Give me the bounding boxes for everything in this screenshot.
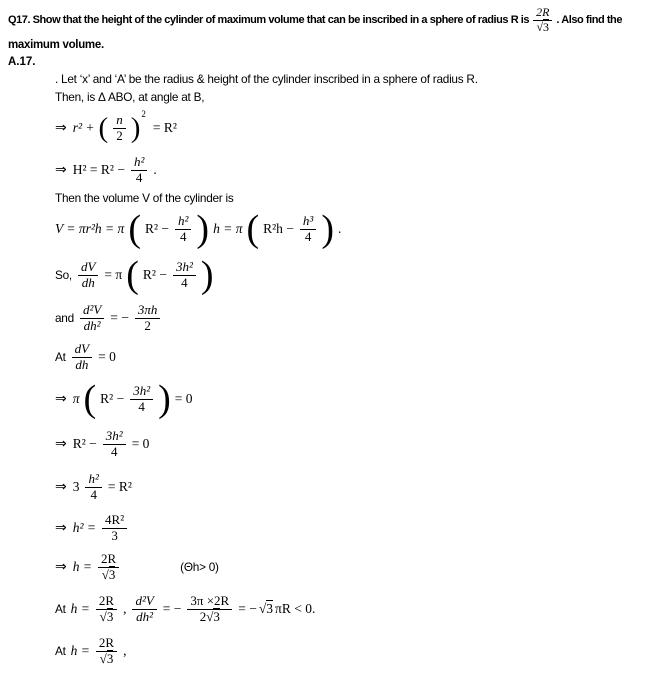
right-paren: ) bbox=[130, 111, 141, 144]
eq-pythagoras bbox=[55, 106, 640, 150]
eq-height-final bbox=[55, 632, 640, 670]
fraction-denominator: 2√3 bbox=[199, 608, 220, 624]
fraction-numerator: 2R bbox=[533, 6, 552, 21]
question-title bbox=[8, 4, 640, 36]
implies-icon: ⇒ bbox=[55, 436, 66, 452]
sqrt-expression: √3 bbox=[536, 19, 550, 34]
sqrt-sign: √ bbox=[206, 608, 214, 624]
text-label: At bbox=[55, 602, 66, 616]
implies-icon: ⇒ bbox=[55, 162, 66, 178]
sqrt-sign: √ bbox=[101, 566, 109, 582]
left-paren: ( bbox=[128, 207, 141, 250]
eq-solve-step4 bbox=[55, 508, 640, 548]
eq-critical-point bbox=[55, 338, 640, 376]
math-fraction: $\frac{\text{3h²}}{4}$ bbox=[130, 384, 153, 415]
fraction-denominator bbox=[98, 568, 119, 583]
sqrt-expression: √3 bbox=[258, 601, 274, 616]
math-fraction: $\frac{2R}{√3}$ bbox=[96, 594, 117, 625]
fraction-denominator bbox=[533, 21, 552, 35]
math-token: R² − bbox=[72, 436, 97, 451]
right-paren: ) bbox=[321, 207, 334, 250]
math-fraction: $\frac{\text{h²}}{4}$ bbox=[131, 155, 147, 186]
math-token: R² − bbox=[142, 267, 167, 282]
right-paren: ) bbox=[200, 253, 214, 296]
left-paren: ( bbox=[98, 111, 109, 144]
math-token: R² − bbox=[144, 221, 170, 236]
left-paren: ( bbox=[246, 207, 260, 250]
math-token: h = bbox=[72, 559, 92, 574]
math-token: = − bbox=[162, 601, 182, 616]
paragraph-then: Then, is Δ ABO, at angle at B, bbox=[55, 90, 205, 104]
math-token: = − bbox=[110, 310, 129, 325]
eq-solve-step3 bbox=[55, 466, 640, 508]
math-fraction: $\frac{\text{4R²}}{3}$ bbox=[102, 513, 127, 544]
eq-second-derivative-check bbox=[55, 586, 640, 632]
math-token: h = bbox=[70, 601, 90, 616]
right-paren: ) bbox=[158, 377, 171, 420]
math-fraction: $\frac{\text{h³}}{4}$ bbox=[300, 214, 316, 245]
text-label: At bbox=[55, 350, 66, 364]
math-fraction: $\frac{\text{3h²}}{4}$ bbox=[173, 260, 196, 291]
sqrt-expression: √3 bbox=[99, 650, 114, 666]
math-token: = 0 bbox=[131, 436, 150, 451]
math-fraction: $\frac{\text{d²V}}{\text{dh²}}$ bbox=[132, 594, 156, 625]
sqrt-sign: √ bbox=[99, 608, 107, 624]
implies-icon: ⇒ bbox=[55, 391, 66, 407]
math-token: = − bbox=[238, 601, 257, 616]
math-token: H² = R² − bbox=[72, 162, 125, 177]
fraction-denominator bbox=[96, 652, 117, 667]
math-token: . bbox=[337, 221, 342, 236]
math-fraction: $\frac{dV}{dh}$ bbox=[78, 260, 98, 291]
eq-solve-step2 bbox=[55, 422, 640, 466]
math-token: h = bbox=[70, 643, 90, 658]
implies-icon: ⇒ bbox=[55, 520, 66, 536]
question-text: Q17. Show that the height of the cylinder of maximum volume that can be inscribed in a sphere of radius R is bbox=[8, 14, 530, 26]
question-text-end: . Also find the bbox=[556, 14, 622, 26]
math-token: = 0 bbox=[98, 349, 116, 364]
math-token: πR < 0. bbox=[275, 601, 316, 616]
sqrt-sign: √ bbox=[258, 601, 267, 616]
paren-exponent: 2 bbox=[141, 109, 146, 119]
condition-note: (Θh> 0) bbox=[180, 560, 219, 574]
eq-h-squared bbox=[55, 150, 640, 190]
math-fraction: $\frac{3\pi \times 2R}{2√3}$ bbox=[187, 594, 232, 625]
text-label: and bbox=[55, 311, 74, 325]
math-token: , bbox=[123, 601, 127, 616]
eq-height-result bbox=[55, 548, 640, 586]
eq-volume bbox=[55, 206, 640, 252]
math-token: π bbox=[72, 391, 80, 406]
left-paren: ( bbox=[126, 253, 139, 296]
math-token: = π bbox=[104, 267, 123, 282]
math-fraction: $\frac{\text{d²V}}{\text{dh²}}$ bbox=[80, 303, 104, 334]
implies-icon: ⇒ bbox=[55, 120, 66, 136]
sqrt-expression: √3 bbox=[99, 608, 114, 624]
math-token: r² + bbox=[72, 120, 95, 135]
math-fraction: $\frac{2R}{√3}$ bbox=[96, 636, 117, 667]
math-token: , bbox=[123, 643, 127, 658]
math-token: = R² bbox=[107, 479, 132, 494]
text-label: At bbox=[55, 644, 66, 658]
left-paren: ( bbox=[83, 377, 97, 420]
text-label: So, bbox=[55, 268, 72, 282]
answer-label: A.17. bbox=[8, 56, 36, 68]
math-fraction: $\frac{n}{2}$ bbox=[113, 113, 126, 144]
paragraph-volume: Then the volume V of the cylinder is bbox=[55, 191, 234, 205]
math-token: h = π bbox=[213, 221, 243, 236]
math-fraction: $\frac{\text{h²}}{4}$ bbox=[85, 472, 101, 503]
math-token: V = πr²h = π bbox=[55, 221, 125, 236]
math-fraction: $\frac{3\pi h}{2}$ bbox=[135, 303, 161, 334]
eq-first-derivative bbox=[55, 252, 640, 298]
math-token: = R² bbox=[152, 120, 177, 135]
math-token: h² = bbox=[72, 520, 97, 535]
math-fraction: $\frac{\text{3h²}}{4}$ bbox=[103, 429, 126, 460]
math-fraction: $\frac{dV}{dh}$ bbox=[72, 342, 92, 373]
paragraph-let: . Let ‘x’ and ‘A’ be the radius & height of the cylinder inscribed in a sphere of radius R. bbox=[55, 72, 478, 86]
title-fraction bbox=[533, 6, 552, 35]
sqrt-expression: √3 bbox=[101, 566, 116, 582]
math-token: 3 bbox=[72, 479, 80, 494]
sqrt-sign: √ bbox=[536, 19, 544, 34]
sqrt-expression: √3 bbox=[206, 608, 220, 624]
fraction-denominator bbox=[96, 610, 117, 625]
math-token: R² − bbox=[100, 391, 125, 406]
eq-second-derivative bbox=[55, 298, 640, 338]
math-token: = 0 bbox=[174, 391, 193, 406]
implies-icon: ⇒ bbox=[55, 479, 66, 495]
math-fraction: $\frac{\text{h²}}{4}$ bbox=[175, 214, 191, 245]
math-token: R²h − bbox=[263, 221, 294, 236]
implies-icon: ⇒ bbox=[55, 559, 66, 575]
math-token: . bbox=[153, 162, 157, 177]
right-paren: ) bbox=[196, 207, 210, 250]
question-title-line2: maximum volume. bbox=[8, 39, 104, 51]
eq-solve-step1 bbox=[55, 376, 640, 422]
math-fraction: $\frac{2R}{√3}$ bbox=[98, 552, 119, 583]
sqrt-sign: √ bbox=[99, 650, 107, 666]
